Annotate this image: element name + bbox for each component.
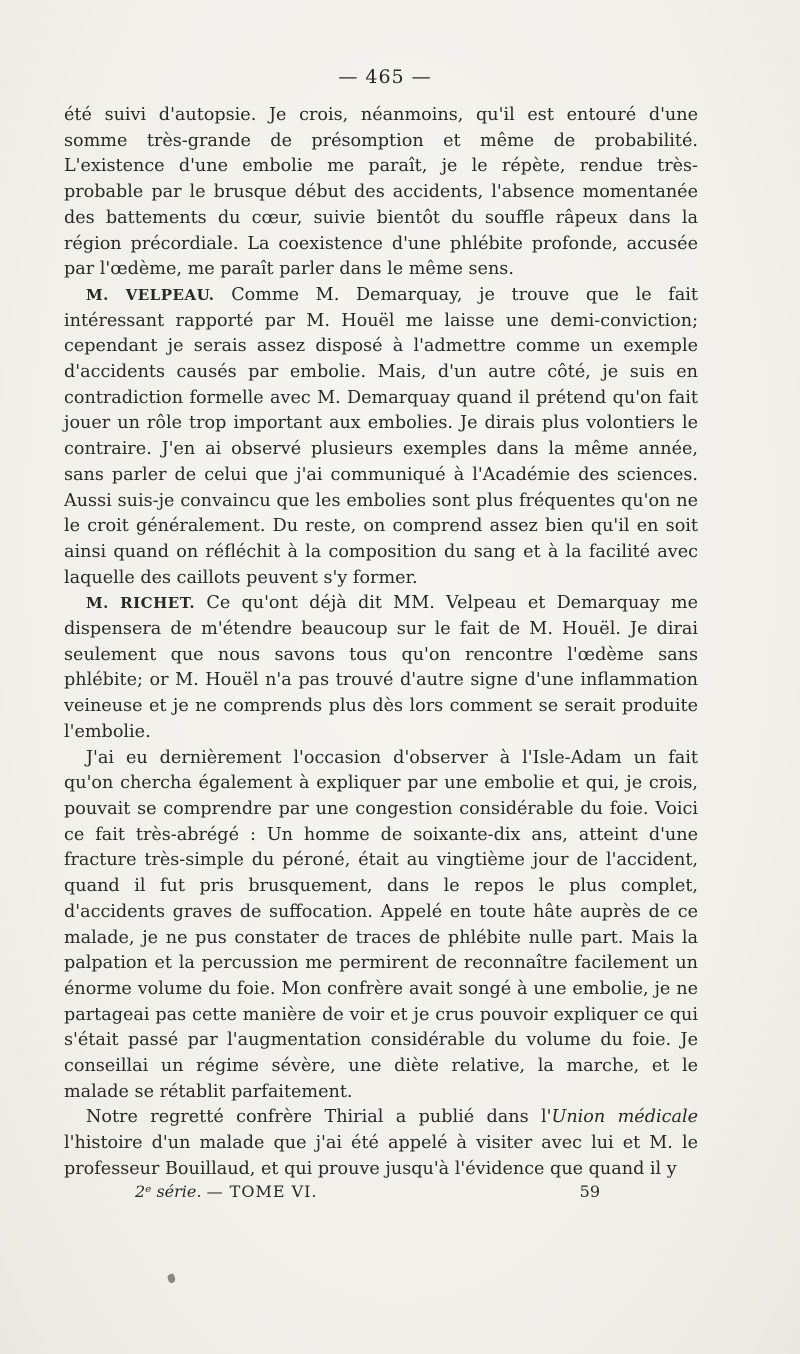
paragraph-text-after: l'histoire d'un malade que j'ai été appelé à visiter avec lui et M. le professeur Bouillaud, et qui prouve jusqu'à l'évidence que quand il y [64,1133,698,1179]
paragraph-richet [64,591,698,745]
journal-title: Union médicale [551,1107,698,1128]
paragraph-isle-adam [64,746,698,1106]
paragraph-velpeau [64,283,698,591]
tome-label: — TOME VI. [206,1182,318,1201]
paragraph-continuation [64,103,698,283]
paragraph-text: Comme M. Demarquay, je trouve que le fait intéressant rapporté par M. Houël me laisse une demi-conviction; cependant je serais assez disposé à l'admettre comme un exemple d'accidents causés par embolie. Mais, d'un autre côté, je suis en contradiction formelle avec M. Demarquay quand il prétend qu'on fait jouer un rôle trop important aux embolies. Je dirais plus volontiers le contraire. J'en ai observé plusieurs exemples dans la même année, sans parler de celui que j'ai communiqué à l'Académie des sciences. Aussi suis-je convaincu que les embolies sont plus fréquentes qu'on ne le croit généralement. Du reste, on comprend assez bien qu'il en soit ainsi quand on réfléchit à la composition du sang et à la facilité avec laquelle des caillots peuvent s'y former. [64,284,698,588]
signature-number: 59 [579,1182,600,1201]
paragraph-text: Ce qu'ont déjà dit MM. Velpeau et Demarquay me dispensera de m'étendre beaucoup sur le fait de M. Houël. Je dirai seulement que nous savons tous qu'on rencontre l'œdème sans phlébite; or M. Houël n'a pas trouvé d'autre signe d'une inflammation veineuse et je ne comprends plus dès lors comment se serait produite l'embolie. [64,593,699,742]
paragraph-text: J'ai eu dernièrement l'occasion d'observer à l'Isle-Adam un fait qu'on chercha également à expliquer par une embolie et qui, je crois, pouvait se comprendre par une congestion considérable du foie. Voici ce fait très-abrégé : Un homme de soixante-dix ans, atteint d'une fracture très-simple du péroné, était au vingtième jour de l'accident, quand il fut pris brusquement, dans le repos le plus complet, d'accidents graves de suffocation. Appelé en toute hâte auprès de ce malade, je ne pus constater de traces de phlébite nulle part. Mais la palpation et la percussion me permirent de reconnaître facilement un énorme volume du foie. Mon confrère avait songé à une embolie, je ne partageai pas cette manière de voir et je crus pouvoir expliquer ce qui s'était passé par l'augmentation considérable du volume du foie. Je conseillai un régime sévère, une diète relative, la marche, et le malade se rétablit parfaitement. [64,747,698,1102]
page-number: — 465 — [338,66,432,88]
speaker-name: M. VELPEAU. [86,285,215,304]
paragraph-thirial [64,1105,698,1182]
body-text [64,103,698,1183]
speaker-name: M. RICHET. [86,594,196,613]
ink-spot [167,1273,177,1284]
series-label: 2ᵉ série. [135,1182,202,1201]
paragraph-text: été suivi d'autopsie. Je crois, néanmoins, qu'il est entouré d'une somme très-grande de présomption et même de probabilité. L'existence d'une embolie me paraît, je le répète, rendue très-probable par le brusque début des accidents, l'absence momentanée des battements du cœur, suivie bientôt du souffle râpeux dans la région précordiale. La coexistence d'une phlébite profonde, accusée par l'œdème, me paraît parler dans le même sens. [64,105,698,280]
footer-series-volume [135,1182,318,1201]
paragraph-text-before: Notre regretté confrère Thirial a publié dans l' [86,1107,552,1128]
